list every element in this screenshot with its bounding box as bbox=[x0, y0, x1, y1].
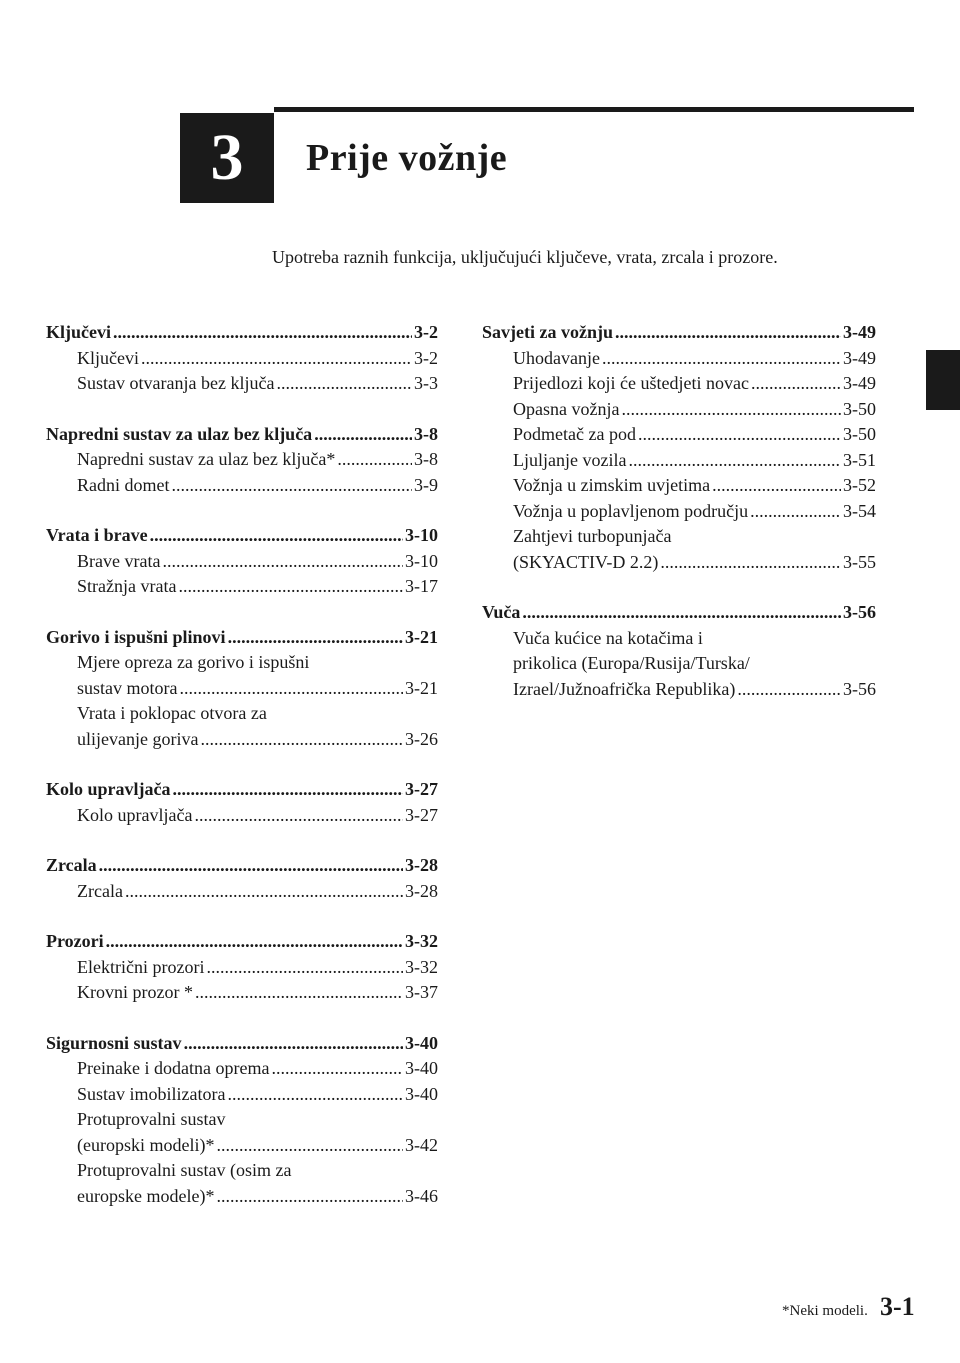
toc-page-number: 3-50 bbox=[843, 398, 876, 419]
toc-dot-leader bbox=[106, 929, 403, 955]
toc-item-line: prikolica (Europa/Rusija/Turska/ bbox=[513, 653, 750, 673]
toc-page-number: 3-26 bbox=[405, 728, 438, 749]
toc-item[interactable] bbox=[46, 955, 438, 981]
toc-page-number: 3-49 bbox=[843, 322, 876, 342]
toc-page-number: 3-40 bbox=[405, 1032, 438, 1053]
toc-item[interactable] bbox=[46, 980, 438, 1006]
toc-section-heading[interactable] bbox=[46, 523, 438, 549]
toc-page-number: 3-52 bbox=[843, 475, 876, 495]
toc-page-number: 3-3 bbox=[414, 373, 438, 393]
toc-column-right bbox=[482, 320, 876, 727]
toc-dot-leader bbox=[206, 955, 403, 981]
toc-section-heading[interactable] bbox=[46, 422, 438, 448]
toc-page-number: 3-27 bbox=[405, 804, 438, 825]
toc-dot-leader bbox=[276, 371, 412, 397]
toc-section-heading[interactable] bbox=[482, 600, 876, 626]
toc-item-label: Vožnja u poplavljenom području bbox=[513, 500, 749, 521]
toc-item[interactable] bbox=[46, 447, 438, 473]
toc-item-label: Vožnja u zimskim uvjetima bbox=[513, 475, 711, 495]
toc-item-label: Preinake i dodatna oprema bbox=[77, 1058, 270, 1078]
toc-item-label: Brave vrata bbox=[77, 550, 161, 571]
toc-heading-label: Kolo upravljača bbox=[46, 779, 171, 799]
toc-page-number: 3-42 bbox=[405, 1134, 438, 1155]
chapter-title: Prije vožnje bbox=[306, 137, 508, 179]
toc-heading-label: Prozori bbox=[46, 931, 104, 951]
toc-item-label: ulijevanje goriva bbox=[77, 728, 199, 749]
toc-page-number: 3-46 bbox=[405, 1185, 438, 1206]
toc-dot-leader bbox=[750, 499, 841, 525]
toc-heading-label: Napredni sustav za ulaz bez ključa bbox=[46, 423, 313, 444]
toc-item[interactable] bbox=[482, 677, 876, 703]
toc-page-number: 3-2 bbox=[414, 347, 438, 368]
toc-dot-leader bbox=[737, 677, 841, 703]
title-rule bbox=[274, 107, 914, 112]
toc-section bbox=[46, 777, 438, 828]
toc-page-number: 3-21 bbox=[405, 626, 438, 647]
toc-item[interactable] bbox=[482, 473, 876, 499]
toc-section bbox=[46, 320, 438, 397]
toc-item[interactable] bbox=[46, 676, 438, 702]
chapter-subtitle: Upotreba raznih funkcija, uključujući ključeve, vrata, zrcala i prozore. bbox=[272, 247, 778, 267]
toc-item[interactable] bbox=[482, 448, 876, 474]
toc-section-heading[interactable] bbox=[46, 1031, 438, 1057]
toc-item-label: Ključevi bbox=[77, 347, 139, 368]
toc-item-line: Zahtjevi turbopunjača bbox=[513, 526, 672, 546]
toc-item-label: Podmetač za pod bbox=[513, 424, 636, 444]
toc-item[interactable] bbox=[482, 422, 876, 448]
toc-section bbox=[46, 625, 438, 753]
toc-dot-leader bbox=[180, 676, 404, 702]
toc-dot-leader bbox=[216, 1133, 403, 1159]
toc-page-number: 3-8 bbox=[414, 423, 438, 444]
toc-heading-label: Gorivo i ispušni plinovi bbox=[46, 626, 226, 647]
toc-item-line: Protuprovalni sustav (osim za bbox=[77, 1160, 292, 1180]
toc-page-number: 3-37 bbox=[405, 982, 438, 1002]
toc-item-label: Uhodavanje bbox=[513, 347, 600, 368]
toc-item-label: Radni domet bbox=[77, 474, 170, 495]
toc-item-label: Prijedlozi koji će uštedjeti novac bbox=[513, 373, 749, 393]
toc-dot-leader bbox=[200, 727, 403, 753]
toc-dot-leader bbox=[522, 600, 841, 626]
toc-heading-label: Vrata i brave bbox=[46, 525, 148, 545]
toc-item[interactable] bbox=[482, 371, 876, 397]
toc-page-number: 3-10 bbox=[405, 525, 438, 545]
toc-section bbox=[46, 523, 438, 600]
chapter-number-box bbox=[180, 113, 274, 203]
toc-dot-leader bbox=[178, 574, 403, 600]
toc-item[interactable] bbox=[46, 473, 438, 499]
toc-item[interactable] bbox=[46, 1184, 438, 1210]
toc-item[interactable] bbox=[482, 397, 876, 423]
toc-dot-leader bbox=[228, 625, 403, 651]
footer-page-number: 3-1 bbox=[880, 1292, 915, 1321]
toc-page-number: 3-49 bbox=[843, 373, 876, 393]
chapter-side-tab bbox=[926, 350, 960, 410]
toc-section-heading[interactable] bbox=[482, 320, 876, 346]
toc-item-label: Zrcala bbox=[77, 880, 123, 901]
toc-page-number: 3-49 bbox=[843, 347, 876, 368]
toc-page-number: 3-32 bbox=[405, 956, 438, 977]
toc-dot-leader bbox=[194, 803, 403, 829]
toc-item-label: Krovni prozor * bbox=[77, 982, 193, 1002]
toc-dot-leader bbox=[141, 346, 412, 372]
toc-item-label: Opasna vožnja bbox=[513, 398, 620, 419]
toc-page-number: 3-27 bbox=[405, 779, 438, 799]
toc-heading-label: Sigurnosni sustav bbox=[46, 1032, 182, 1053]
toc-dot-leader bbox=[615, 320, 841, 346]
toc-item[interactable] bbox=[46, 1133, 438, 1159]
toc-column-left bbox=[46, 320, 438, 1234]
toc-page-number: 3-28 bbox=[405, 880, 438, 901]
toc-dot-leader bbox=[125, 879, 403, 905]
toc-item[interactable] bbox=[46, 803, 438, 829]
toc-dot-leader bbox=[314, 422, 412, 448]
toc-item-label: Napredni sustav za ulaz bez ključa* bbox=[77, 449, 336, 469]
toc-item-line: Vuča kućice na kotačima i bbox=[513, 627, 703, 648]
toc-item[interactable] bbox=[46, 1056, 438, 1082]
toc-item-label: (SKYACTIV-D 2.2) bbox=[513, 551, 659, 572]
toc-heading-label: Zrcala bbox=[46, 855, 97, 875]
toc-dot-leader bbox=[621, 397, 841, 423]
toc-section-heading[interactable] bbox=[46, 777, 438, 803]
chapter-number: 3 bbox=[210, 121, 244, 194]
toc-item-line: Protuprovalni sustav bbox=[77, 1109, 226, 1129]
toc-dot-leader bbox=[113, 320, 412, 346]
toc-item[interactable] bbox=[46, 1082, 438, 1108]
toc-section bbox=[482, 600, 876, 702]
toc-dot-leader bbox=[751, 371, 841, 397]
toc-item[interactable] bbox=[482, 346, 876, 372]
toc-dot-leader bbox=[628, 448, 841, 474]
toc-dot-leader bbox=[184, 1031, 403, 1057]
toc-item[interactable] bbox=[482, 550, 876, 576]
toc-item-label: (europski modeli)* bbox=[77, 1134, 215, 1155]
toc-item[interactable] bbox=[46, 879, 438, 905]
toc-item[interactable] bbox=[46, 549, 438, 575]
toc-item[interactable] bbox=[46, 727, 438, 753]
toc-page-number: 3-54 bbox=[843, 500, 876, 521]
footer-note: *Neki modeli. bbox=[782, 1303, 868, 1319]
toc-item-label: sustav motora bbox=[77, 677, 178, 698]
toc-item-line: Mjere opreza za gorivo i ispušni bbox=[77, 652, 310, 672]
toc-page-number: 3-2 bbox=[414, 322, 438, 342]
toc-heading-label: Savjeti za vožnju bbox=[482, 322, 613, 342]
toc-item-label: Izrael/Južnoafrička Republika) bbox=[513, 678, 736, 699]
toc-section bbox=[46, 929, 438, 1006]
toc-section bbox=[46, 853, 438, 904]
toc-dot-leader bbox=[195, 980, 403, 1006]
toc-dot-leader bbox=[712, 473, 841, 499]
toc-page-number: 3-8 bbox=[414, 449, 438, 469]
toc-section bbox=[482, 320, 876, 575]
toc-dot-leader bbox=[660, 550, 841, 576]
toc-item-label: europske modele)* bbox=[77, 1185, 215, 1206]
toc-dot-leader bbox=[99, 853, 403, 879]
toc-section bbox=[46, 1031, 438, 1210]
toc-item[interactable] bbox=[46, 371, 438, 397]
toc-item[interactable] bbox=[46, 346, 438, 372]
toc-dot-leader bbox=[227, 1082, 403, 1108]
toc-dot-leader bbox=[150, 523, 403, 549]
toc-item[interactable] bbox=[482, 499, 876, 525]
toc-page-number: 3-32 bbox=[405, 931, 438, 951]
toc-page-number: 3-40 bbox=[405, 1058, 438, 1078]
toc-item-label: Sustav imobilizatora bbox=[77, 1083, 226, 1104]
toc-page-number: 3-50 bbox=[843, 424, 876, 444]
toc-page-number: 3-10 bbox=[405, 550, 438, 571]
toc-section-heading[interactable] bbox=[46, 625, 438, 651]
toc-section-heading[interactable] bbox=[46, 853, 438, 879]
toc-dot-leader bbox=[162, 549, 403, 575]
toc-dot-leader bbox=[638, 422, 841, 448]
toc-page-number: 3-55 bbox=[843, 551, 876, 572]
toc-item-label: Ljuljanje vozila bbox=[513, 449, 627, 470]
toc-page-number: 3-17 bbox=[405, 576, 438, 596]
toc-section bbox=[46, 422, 438, 499]
toc-item-line: Vrata i poklopac otvora za bbox=[77, 703, 267, 723]
toc-dot-leader bbox=[173, 777, 404, 803]
toc-page-number: 3-56 bbox=[843, 602, 876, 622]
toc-heading-label: Ključevi bbox=[46, 322, 111, 342]
toc-page-number: 3-40 bbox=[405, 1083, 438, 1104]
toc-item-label: Kolo upravljača bbox=[77, 804, 193, 825]
toc-page-number: 3-21 bbox=[405, 677, 438, 698]
toc-dot-leader bbox=[602, 346, 841, 372]
toc-dot-leader bbox=[216, 1184, 403, 1210]
toc-page-number: 3-56 bbox=[843, 678, 876, 699]
toc-dot-leader bbox=[337, 447, 412, 473]
toc-item-label: Električni prozori bbox=[77, 956, 205, 977]
toc-dot-leader bbox=[271, 1056, 403, 1082]
toc-section-heading[interactable] bbox=[46, 929, 438, 955]
toc-heading-label: Vuča bbox=[482, 602, 521, 622]
toc-page-number: 3-51 bbox=[843, 449, 876, 470]
toc-section-heading[interactable] bbox=[46, 320, 438, 346]
toc-dot-leader bbox=[172, 473, 413, 499]
toc-item[interactable] bbox=[46, 574, 438, 600]
toc-item-label: Sustav otvaranja bez ključa bbox=[77, 373, 275, 393]
toc-page-number: 3-28 bbox=[405, 855, 438, 875]
toc-item-label: Stražnja vrata bbox=[77, 576, 177, 596]
toc-page-number: 3-9 bbox=[414, 474, 438, 495]
